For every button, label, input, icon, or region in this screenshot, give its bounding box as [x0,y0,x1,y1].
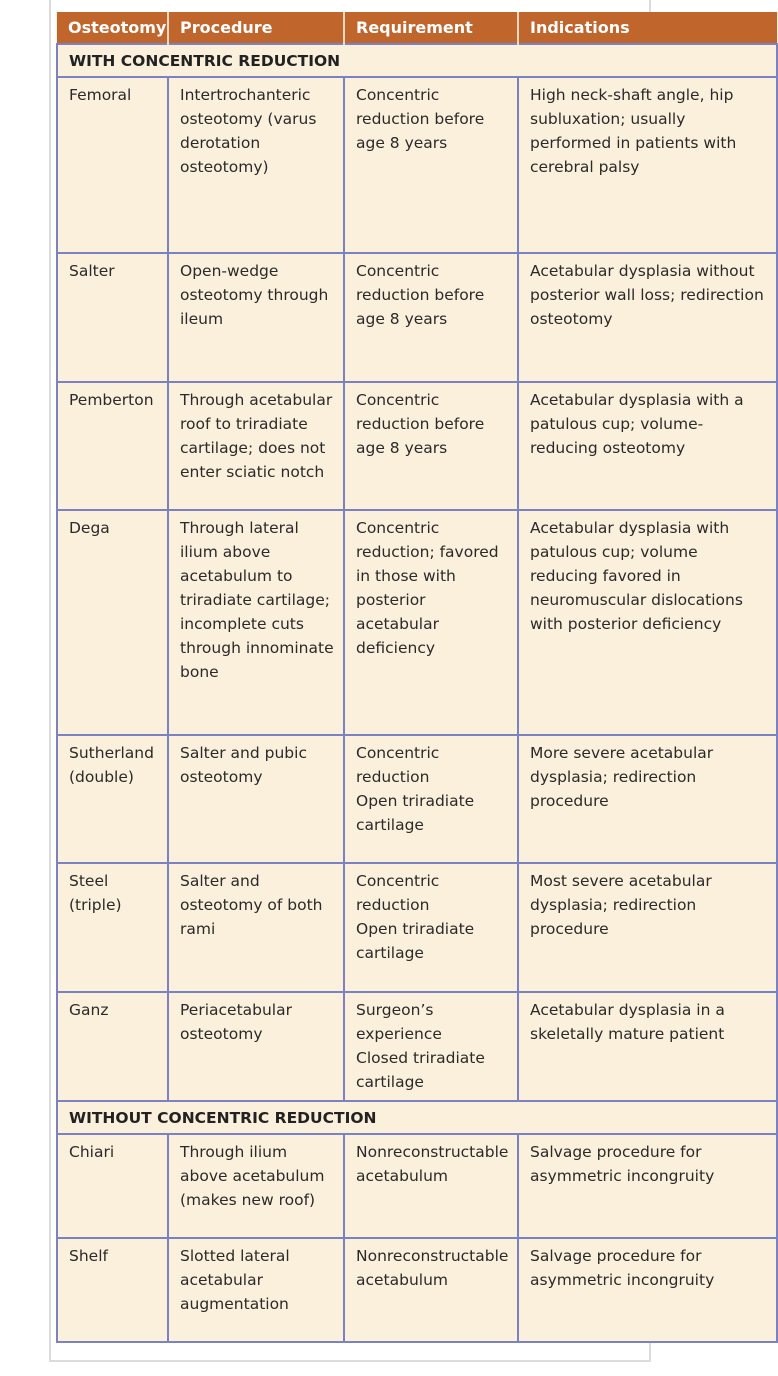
cell-requirement: Concentric reduction Open triradiate cartilage [344,863,518,992]
cell-requirement: Concentric reduction Open triradiate cartilage [344,735,518,863]
cell-procedure: Slotted lateral acetabular augmentation [168,1238,344,1342]
cell-osteotomy: Sutherland (double) [57,735,168,863]
table-row [57,77,777,253]
cell-requirement: Nonreconstructable acetabulum [344,1134,518,1238]
section-title: WITHOUT CONCENTRIC REDUCTION [57,1101,777,1134]
header-requirement: Requirement [344,12,518,44]
cell-osteotomy: Salter [57,253,168,382]
cell-osteotomy: Steel (triple) [57,863,168,992]
cell-requirement: Concentric reduction before age 8 years [344,382,518,510]
cell-requirement: Nonreconstructable acetabulum [344,1238,518,1342]
osteotomy-table-container[interactable] [56,12,764,1337]
table-row [57,863,777,992]
cell-indications: Acetabular dysplasia with patulous cup; volume reducing favored in neuromuscular dislocations with posterior deficiency [518,510,777,735]
header-osteotomy: Osteotomy [57,12,168,44]
table-row [57,253,777,382]
cell-indications: Acetabular dysplasia without posterior wall loss; redirection osteotomy [518,253,777,382]
table-header-row [57,12,777,44]
cell-indications: Salvage procedure for asymmetric incongruity [518,1238,777,1342]
section-row [57,1101,777,1134]
cell-procedure: Through ilium above acetabulum (makes new roof) [168,1134,344,1238]
cell-indications: Most severe acetabular dysplasia; redirection procedure [518,863,777,992]
cell-indications: More severe acetabular dysplasia; redirection procedure [518,735,777,863]
cell-osteotomy: Shelf [57,1238,168,1342]
table-row [57,1134,777,1238]
section-row [57,44,777,77]
cell-osteotomy: Ganz [57,992,168,1101]
header-procedure: Procedure [168,12,344,44]
header-indications: Indications [518,12,777,44]
cell-indications: Acetabular dysplasia in a skeletally mature patient [518,992,777,1101]
cell-procedure: Through acetabular roof to triradiate cartilage; does not enter sciatic notch [168,382,344,510]
cell-procedure: Open-wedge osteotomy through ileum [168,253,344,382]
cell-procedure: Salter and osteotomy of both rami [168,863,344,992]
osteotomy-table [56,12,778,1343]
table-row [57,735,777,863]
cell-indications: Salvage procedure for asymmetric incongruity [518,1134,777,1238]
table-row [57,992,777,1101]
cell-osteotomy: Femoral [57,77,168,253]
cell-requirement: Concentric reduction before age 8 years [344,253,518,382]
cell-procedure: Intertrochanteric osteotomy (varus derotation osteotomy) [168,77,344,253]
cell-requirement: Concentric reduction; favored in those with posterior acetabular deficiency [344,510,518,735]
cell-indications: High neck-shaft angle, hip subluxation; usually performed in patients with cerebral palsy [518,77,777,253]
table-body [57,44,777,1342]
cell-osteotomy: Pemberton [57,382,168,510]
cell-osteotomy: Dega [57,510,168,735]
cell-indications: Acetabular dysplasia with a patulous cup; volume-reducing osteotomy [518,382,777,510]
cell-osteotomy: Chiari [57,1134,168,1238]
table-row [57,1238,777,1342]
cell-procedure: Salter and pubic osteotomy [168,735,344,863]
cell-procedure: Periacetabular osteotomy [168,992,344,1101]
section-title: WITH CONCENTRIC REDUCTION [57,44,777,77]
cell-requirement: Concentric reduction before age 8 years [344,77,518,253]
cell-procedure: Through lateral ilium above acetabulum to triradiate cartilage; incomplete cuts through innominate bone [168,510,344,735]
table-row [57,382,777,510]
cell-requirement: Surgeon’s experience Closed triradiate cartilage [344,992,518,1101]
table-row [57,510,777,735]
